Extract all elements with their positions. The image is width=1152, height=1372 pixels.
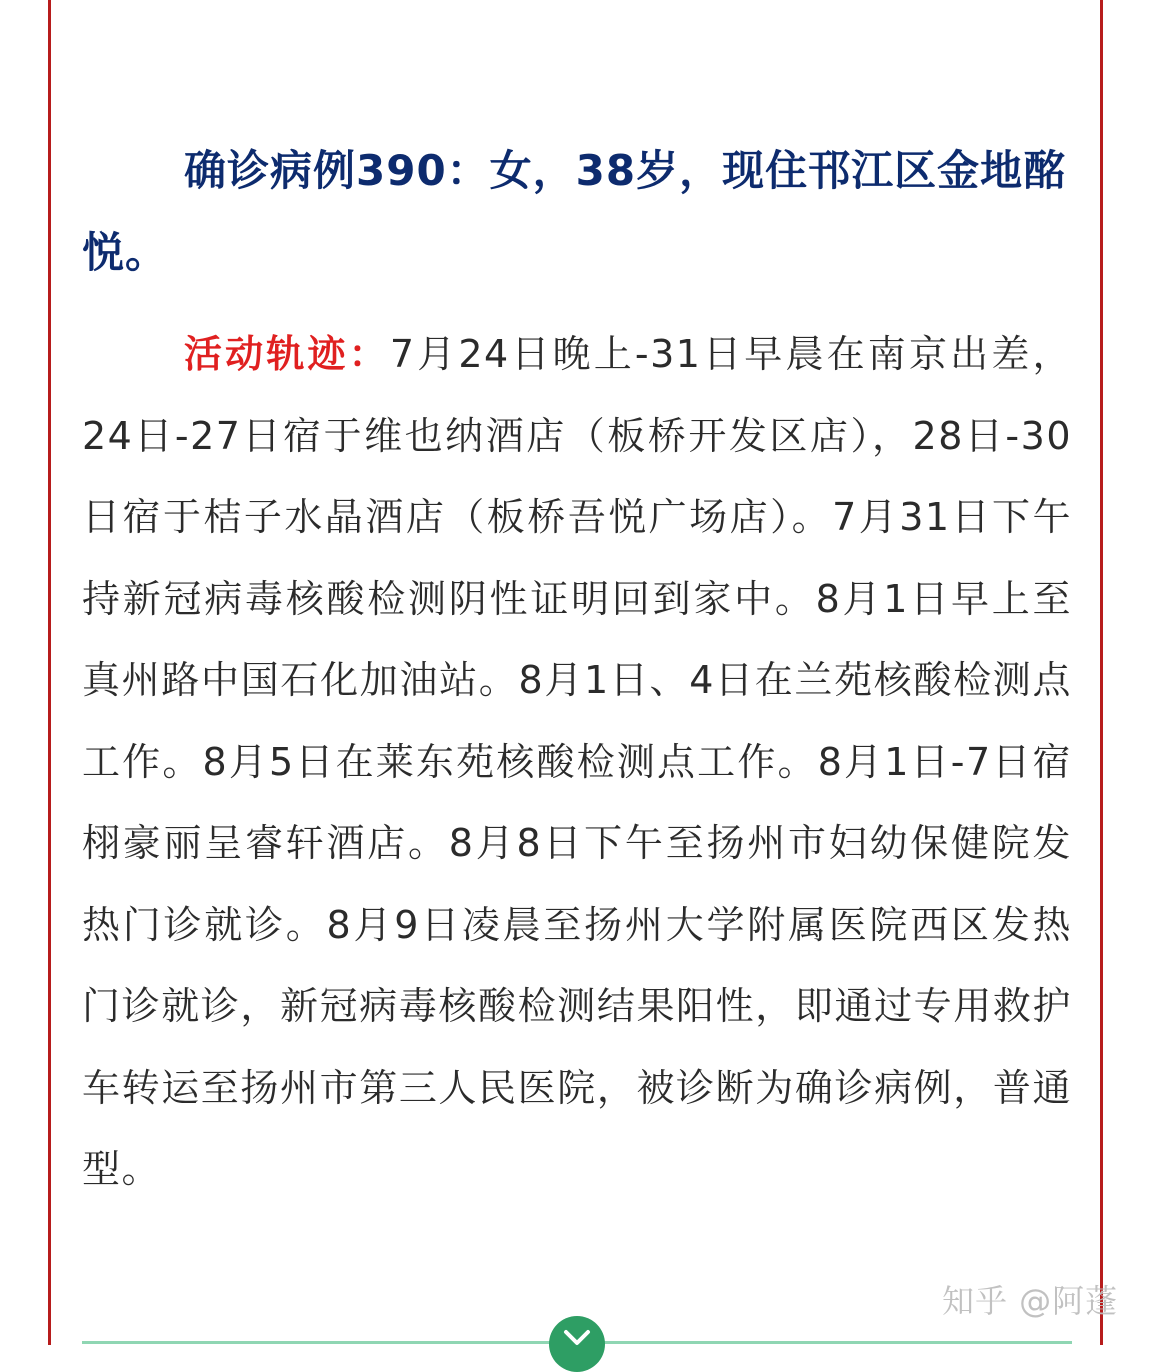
frame-left-border — [48, 0, 51, 1345]
track-text: 7月24日晚上-31日早晨在南京出差，24日-27日宿于维也纳酒店（板桥开发区店），28日-30日宿于桔子水晶酒店（板桥吾悦广场店）。7月31日下午持新冠病毒核酸检测阴性证明回到家中。8月1日早上至真州路中国石化加油站。8月1日、4日在兰苑核酸检测点工作。8月5日在莱东苑核酸检测点工作。8月1日-7日宿栩豪丽呈睿轩酒店。8月8日下午至扬州市妇幼保健院发热门诊就诊。8月9日凌晨至扬州大学附属医院西区发热门诊就诊，新冠病毒核酸检测结果阳性，即通过专用救护车转运至扬州市第三人民医院，被诊断为确诊病例，普通型。 — [82, 332, 1072, 1191]
watermark: 知乎 @阿蓬 — [942, 1282, 1119, 1320]
case-title: 确诊病例390：女，38岁，现住邗江区金地酩悦。 — [82, 146, 1067, 277]
frame-right-border — [1100, 0, 1103, 1345]
expand-badge[interactable] — [549, 1316, 605, 1372]
chevron-down-icon — [563, 1328, 591, 1348]
case-track-paragraph — [82, 314, 1072, 1211]
track-label: 活动轨迹： — [184, 332, 390, 376]
